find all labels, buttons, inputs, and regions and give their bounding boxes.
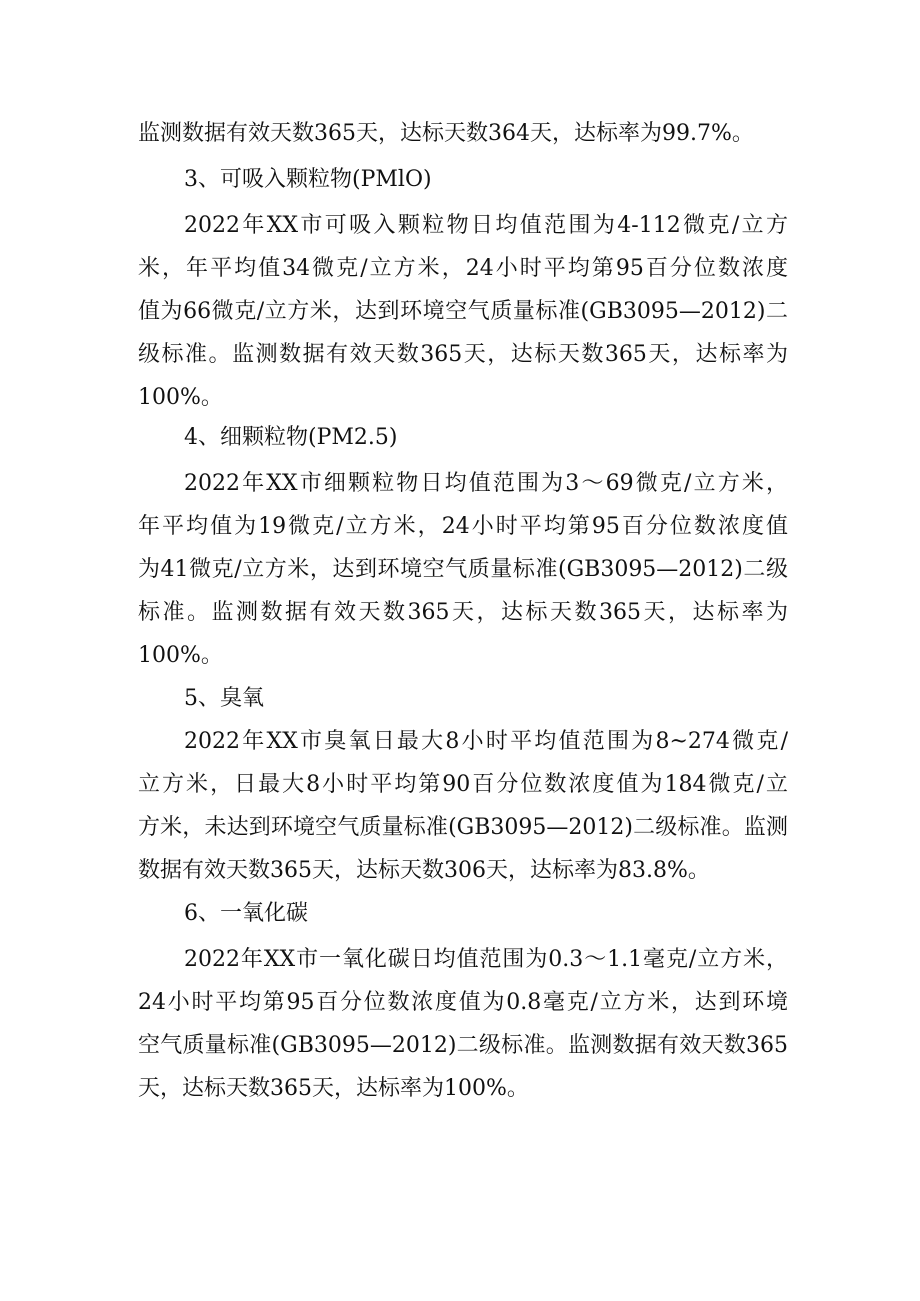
paragraph-line: 2022年XX市可吸入颗粒物日均值范围为4-112微克/立方: [184, 213, 788, 238]
paragraph-line: 监测数据有效天数365天，达标天数364天，达标率为99.7%。: [138, 121, 754, 146]
paragraph-line: 空气质量标准(GB3095—2012)二级标准。监测数据有效天数365: [138, 1033, 788, 1058]
paragraph-line: 2022年XX市一氧化碳日均值范围为0.3～1.1毫克/立方米，: [184, 947, 788, 972]
paragraph-line: 米，年平均值34微克/立方米，24小时平均第95百分位数浓度: [138, 256, 788, 281]
paragraph-line: 2022年XX市细颗粒物日均值范围为3～69微克/立方米，: [184, 471, 788, 496]
paragraph-line: 立方米，日最大8小时平均第90百分位数浓度值为184微克/立: [138, 772, 788, 797]
paragraph-line: 2022年XX市臭氧日最大8小时平均值范围为8~274微克/: [184, 729, 788, 754]
section-heading-pm10: 3、可吸入颗粒物(PMlO): [184, 167, 432, 192]
paragraph-line: 100%。: [138, 643, 223, 668]
paragraph-line: 天，达标天数365天，达标率为100%。: [138, 1076, 529, 1101]
paragraph-line: 100%。: [138, 385, 223, 410]
paragraph-line: 值为66微克/立方米，达到环境空气质量标准(GB3095—2012)二: [138, 299, 788, 324]
section-heading-co: 6、一氧化碳: [184, 901, 308, 926]
paragraph-line: 24小时平均第95百分位数浓度值为0.8毫克/立方米，达到环境: [138, 990, 788, 1015]
section-heading-pm25: 4、细颗粒物(PM2.5): [184, 425, 398, 450]
paragraph-line: 为41微克/立方米，达到环境空气质量标准(GB3095—2012)二级: [138, 557, 788, 582]
paragraph-line: 标准。监测数据有效天数365天，达标天数365天，达标率为: [138, 600, 788, 625]
paragraph-line: 年平均值为19微克/立方米，24小时平均第95百分位数浓度值: [138, 514, 788, 539]
paragraph-line: 级标准。监测数据有效天数365天，达标天数365天，达标率为: [138, 342, 788, 367]
paragraph-line: 方米，未达到环境空气质量标准(GB3095—2012)二级标准。监测: [138, 815, 788, 840]
section-heading-ozone: 5、臭氧: [184, 686, 264, 711]
paragraph-line: 数据有效天数365天，达标天数306天，达标率为83.8%。: [138, 858, 710, 883]
